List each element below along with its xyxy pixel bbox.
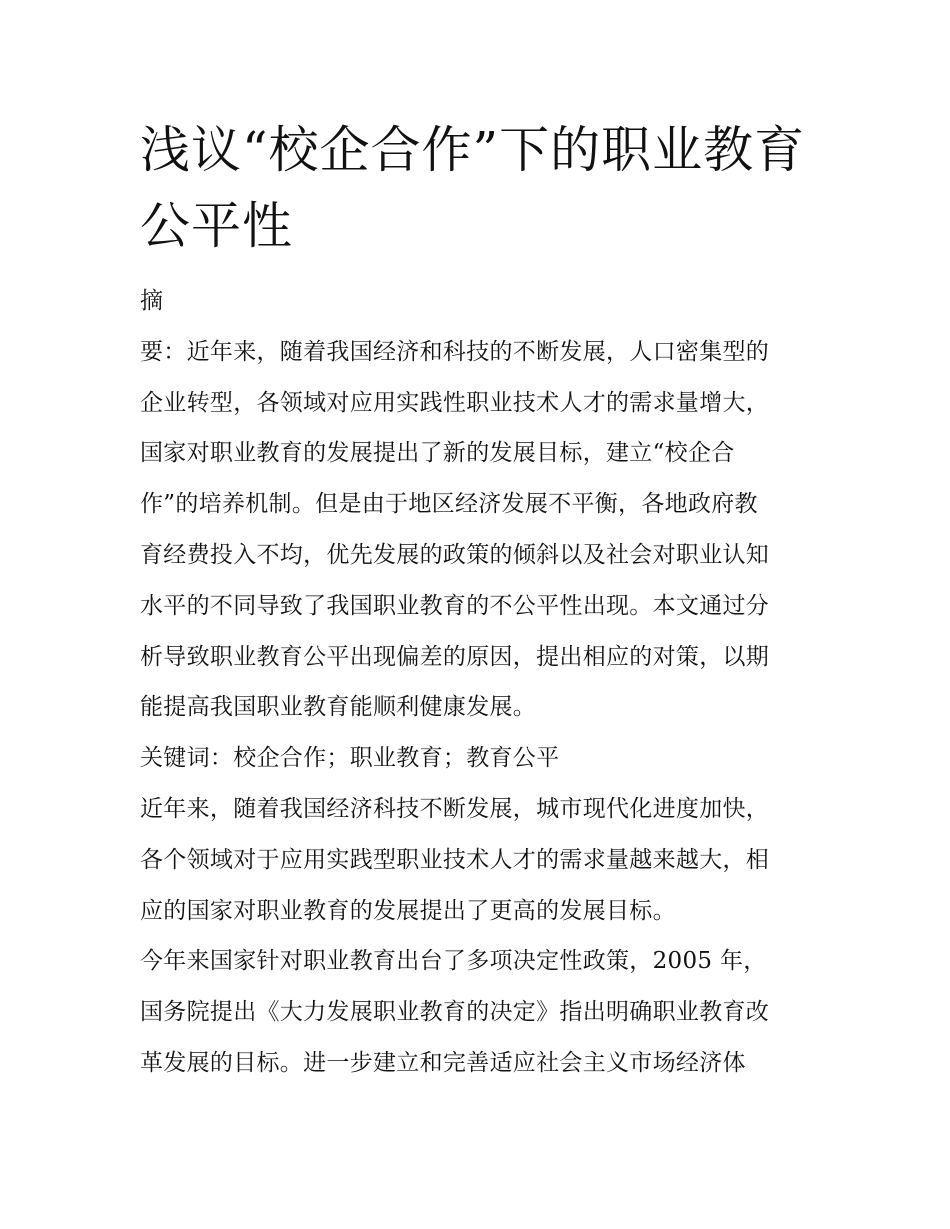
intro-line: 各个领域对于应用实践型职业技术人才的需求量越来越大，相	[140, 846, 770, 873]
abstract-line: 能提高我国职业教育能顺利健康发展。	[140, 694, 537, 721]
keywords-paragraph	[140, 733, 812, 784]
abstract-line: 作”的培养机制。但是由于地区经济发展不平衡，各地政府教	[140, 491, 758, 518]
keywords-line: 关键词：校企合作；职业教育；教育公平	[140, 745, 560, 772]
abstract-line: 摘	[140, 288, 164, 314]
policy-line: 今年来国家针对职业教育出台了多项决定性政策，2005 年，	[140, 948, 767, 975]
title-line: 公平性	[140, 197, 293, 255]
abstract-line: 国家对职业教育的发展提出了新的发展目标，建立“校企合	[140, 440, 735, 467]
document-title	[140, 112, 812, 264]
intro-line: 近年来，随着我国经济科技不断发展，城市现代化进度加快，	[140, 795, 770, 822]
abstract-line: 析导致职业教育公平出现偏差的原因，提出相应的对策，以期	[140, 643, 770, 670]
intro-line: 应的国家对职业教育的发展提出了更高的发展目标。	[140, 897, 676, 924]
abstract-line: 企业转型，各领域对应用实践性职业技术人才的需求量增大，	[140, 389, 770, 416]
policy-line: 国务院提出《大力发展职业教育的决定》指出明确职业教育改	[140, 999, 770, 1026]
policy-line: 革发展的目标。进一步建立和完善适应社会主义市场经济体	[140, 1049, 746, 1076]
title-line: 浅议“校企合作”下的职业教育	[140, 121, 806, 179]
abstract-line: 要：近年来，随着我国经济和科技的不断发展，人口密集型的	[140, 338, 770, 365]
abstract-paragraph	[140, 276, 812, 733]
document-page	[140, 112, 812, 1089]
intro-paragraph	[140, 784, 812, 936]
abstract-line: 育经费投入不均，优先发展的政策的倾斜以及社会对职业认知	[140, 541, 770, 568]
policy-paragraph	[140, 936, 812, 1088]
abstract-line: 水平的不同导致了我国职业教育的不公平性出现。本文通过分	[140, 592, 770, 619]
